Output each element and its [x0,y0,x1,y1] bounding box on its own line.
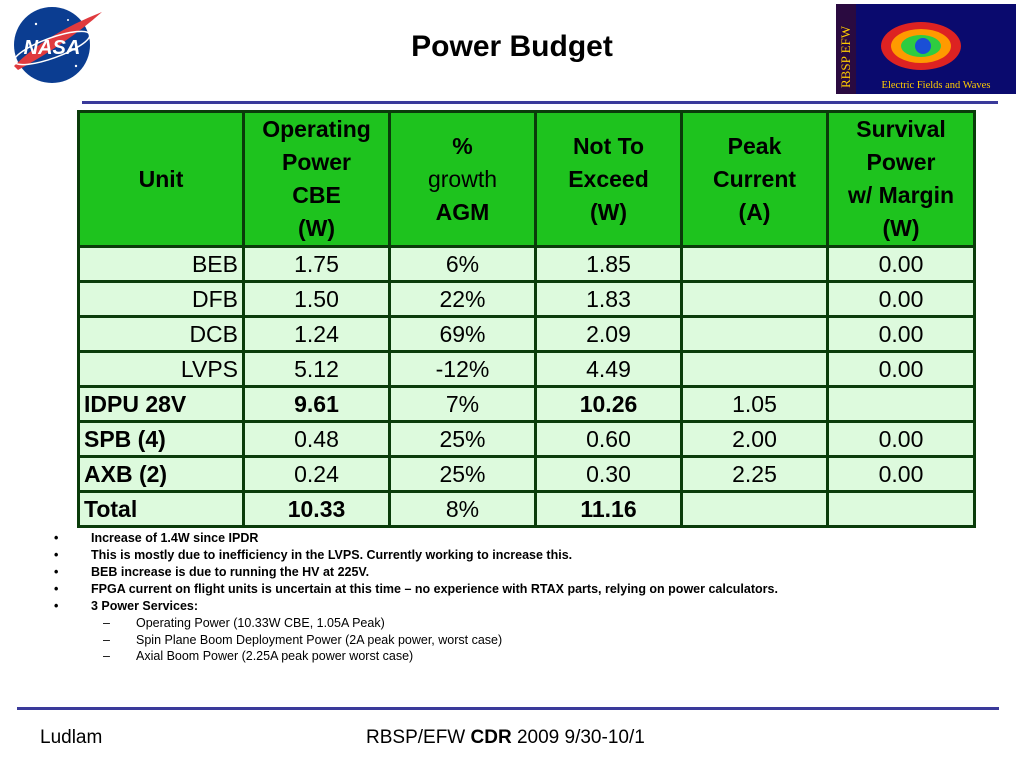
cell-peak: 2.25 [682,457,828,492]
cell-growth: 25% [390,457,536,492]
cell-cbe: 1.24 [244,317,390,352]
footer-author: Ludlam [40,727,103,748]
svg-text:Electric Fields and Waves: Electric Fields and Waves [881,80,991,91]
cell-nte: 0.30 [536,457,682,492]
cell-nte: 4.49 [536,352,682,387]
list-item: • 3 Power Services: [54,599,199,613]
cell-nte: 1.85 [536,247,682,282]
cell-peak [682,352,828,387]
top-divider [82,101,998,104]
bullet-icon: • [54,531,59,545]
table-row [79,457,975,492]
cell-unit: DFB [79,282,244,317]
cell-cbe: 1.50 [244,282,390,317]
cell-survival: 0.00 [828,317,975,352]
bullet-icon: • [54,565,59,579]
cell-survival: 0.00 [828,422,975,457]
cell-growth: 6% [390,247,536,282]
header-not-to-exceed: Not To Exceed (W) [536,112,682,247]
cell-survival: 0.00 [828,457,975,492]
header-row [79,112,975,247]
cell-unit: SPB (4) [79,422,244,457]
cell-peak [682,282,828,317]
header-peak-current: Peak Current (A) [682,112,828,247]
cell-cbe: 1.75 [244,247,390,282]
cell-unit: Total [79,492,244,527]
cell-nte: 2.09 [536,317,682,352]
cell-peak [682,317,828,352]
cell-growth: -12% [390,352,536,387]
cell-nte: 1.83 [536,282,682,317]
table-row [79,422,975,457]
cell-growth: 69% [390,317,536,352]
sub-list-item: – Axial Boom Power (2.25A peak power worst case) [103,649,414,663]
cell-peak: 2.00 [682,422,828,457]
cell-cbe: 10.33 [244,492,390,527]
cell-peak [682,247,828,282]
cell-growth: 7% [390,387,536,422]
power-services-sublist [40,615,778,665]
list-item: • BEB increase is due to running the HV at 225V. [54,565,370,579]
page-title: Power Budget [411,30,613,63]
table-row [79,317,975,352]
power-budget-table [77,110,976,528]
dash-icon: – [103,616,110,630]
cell-nte: 10.26 [536,387,682,422]
cell-peak [682,492,828,527]
cell-cbe: 0.48 [244,422,390,457]
bullet-icon: • [54,582,59,596]
cell-survival: 0.00 [828,352,975,387]
notes-list [40,530,778,665]
cell-growth: 22% [390,282,536,317]
cell-growth: 25% [390,422,536,457]
cell-survival [828,387,975,422]
cell-nte: 11.16 [536,492,682,527]
list-item: • This is mostly due to inefficiency in the LVPS. Currently working to increase this. [54,548,573,562]
header-operating-power: Operating Power CBE (W) [244,112,390,247]
cell-unit: IDPU 28V [79,387,244,422]
svg-text:RBSP EFW: RBSP EFW [838,25,853,88]
cell-cbe: 5.12 [244,352,390,387]
cell-peak: 1.05 [682,387,828,422]
table-row [79,282,975,317]
header-survival-power: Survival Power w/ Margin (W) [828,112,975,247]
cell-unit: DCB [79,317,244,352]
bullet-icon: • [54,599,59,613]
cell-survival: 0.00 [828,282,975,317]
cell-cbe: 0.24 [244,457,390,492]
sub-list-item: – Operating Power (10.33W CBE, 1.05A Peak) [103,616,385,630]
cell-growth: 8% [390,492,536,527]
cell-unit: LVPS [79,352,244,387]
sub-list-item: – Spin Plane Boom Deployment Power (2A peak power, worst case) [103,632,503,647]
bullet-icon: • [54,548,59,562]
cell-survival [828,492,975,527]
table-row [79,352,975,387]
svg-text:NASA: NASA [23,37,81,59]
cell-survival: 0.00 [828,247,975,282]
list-item: • Increase of 1.4W since IPDR [54,531,259,545]
bottom-divider [17,707,999,710]
cell-unit: AXB (2) [79,457,244,492]
table-row [79,247,975,282]
table-row-total [79,492,975,527]
header-growth: % growth AGM [390,112,536,247]
header-unit: Unit [79,112,244,247]
dash-icon: – [103,632,110,647]
cell-cbe: 9.61 [244,387,390,422]
list-item: • FPGA current on flight units is uncertain at this time – no experience with RTAX parts, relying on power calculators. [54,582,778,596]
dash-icon: – [103,649,110,663]
table-row [79,387,975,422]
footer-event: RBSP/EFW CDR 2009 9/30-10/1 [366,727,645,748]
cell-unit: BEB [79,247,244,282]
cell-nte: 0.60 [536,422,682,457]
